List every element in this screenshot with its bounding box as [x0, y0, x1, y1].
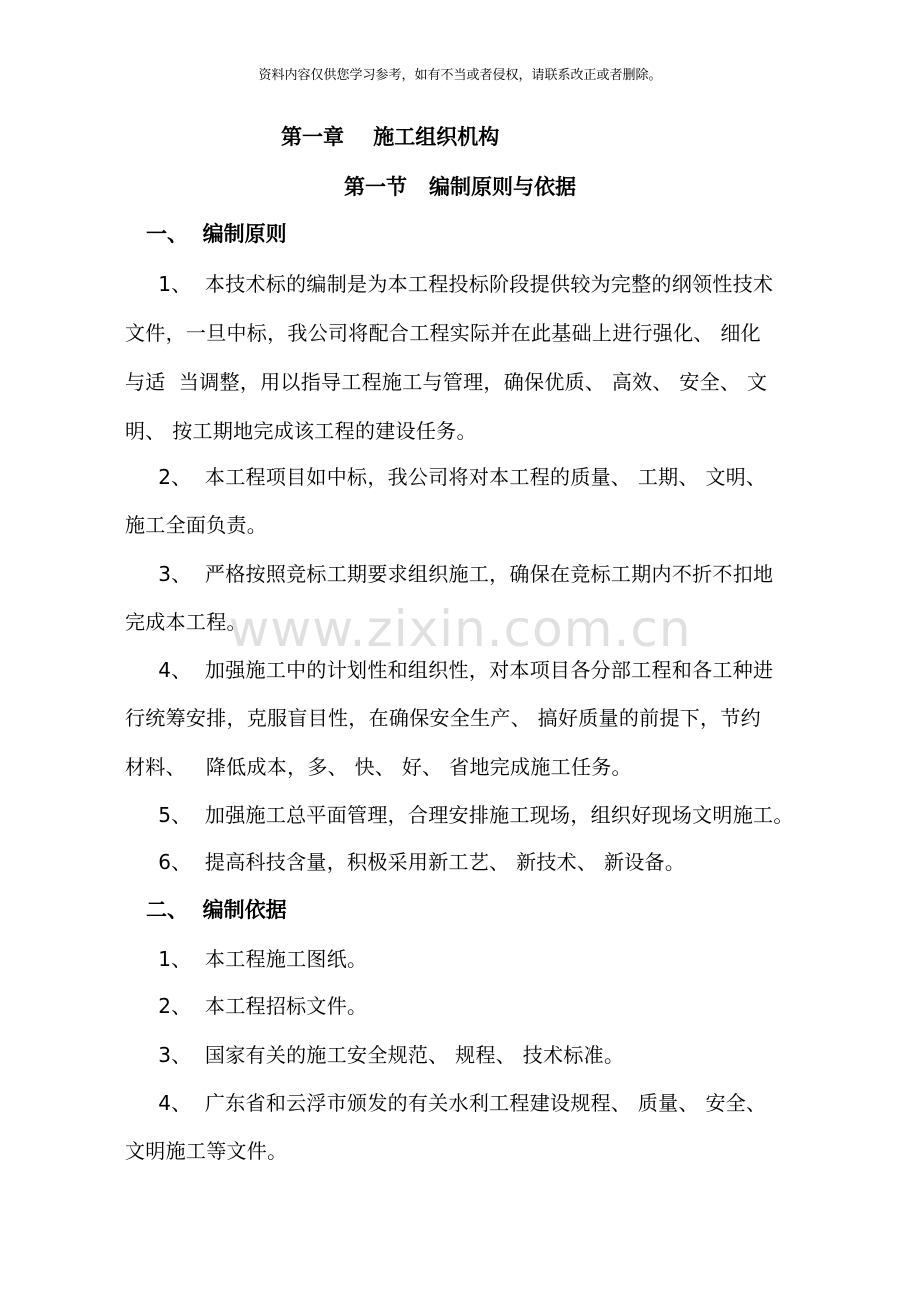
body-line: 3、 国家有关的施工安全规范、 规程、 技术标准。	[125, 1043, 625, 1067]
body-line: 文明施工等文件。	[125, 1139, 288, 1163]
body-line: 2、 本工程项目如中标，我公司将对本工程的质量、 工期、 文明、	[125, 465, 767, 489]
body-line: 1、 本工程施工图纸。	[125, 947, 368, 971]
body-line: 5、 加强施工总平面管理，合理安排施工现场，组织好现场文明施工。	[125, 803, 794, 827]
heading-principles: 一、 编制原则	[146, 222, 287, 246]
body-line: 文件，一旦中标，我公司将配合工程实际并在此基础上进行强化、 细化	[125, 321, 761, 345]
header-disclaimer: 资料内容仅供您学习参考，如有不当或者侵权，请联系改正或者删除。	[258, 68, 662, 83]
body-line: 施工全面负责。	[125, 513, 268, 537]
body-line: 完成本工程。	[125, 610, 247, 634]
body-line: 与适 当调整，用以指导工程施工与管理，确保优质、 高效、 安全、 文	[125, 370, 768, 394]
heading-basis: 二、 编制依据	[146, 898, 287, 922]
watermark: www.zixin.com.cn	[228, 600, 692, 658]
body-line: 2、 本工程招标文件。	[125, 994, 368, 1018]
body-line: 6、 提高科技含量，积极采用新工艺、 新技术、 新设备。	[125, 850, 686, 874]
body-line: 4、 加强施工中的计划性和组织性，对本项目各分部工程和各工种进	[125, 658, 774, 682]
body-line: 行统筹安排，克服盲目性，在确保安全生产、 搞好质量的前提下，节约	[125, 706, 761, 730]
body-line: 4、 广东省和云浮市颁发的有关水利工程建设规程、 质量、 安全、	[125, 1091, 767, 1115]
body-line: 1、 本技术标的编制是为本工程投标阶段提供较为完整的纲领性技术	[125, 272, 774, 296]
section-title: 第一节 编制原则与依据	[344, 175, 576, 199]
body-line: 3、 严格按照竞标工期要求组织施工，确保在竞标工期内不折不扣地	[125, 562, 774, 586]
body-line: 明、 按工期地完成该工程的建设任务。	[125, 419, 477, 443]
body-line: 材料、 降低成本，多、 快、 好、 省地完成施工任务。	[125, 755, 632, 779]
chapter-title: 第一章 施工组织机构	[281, 125, 500, 149]
